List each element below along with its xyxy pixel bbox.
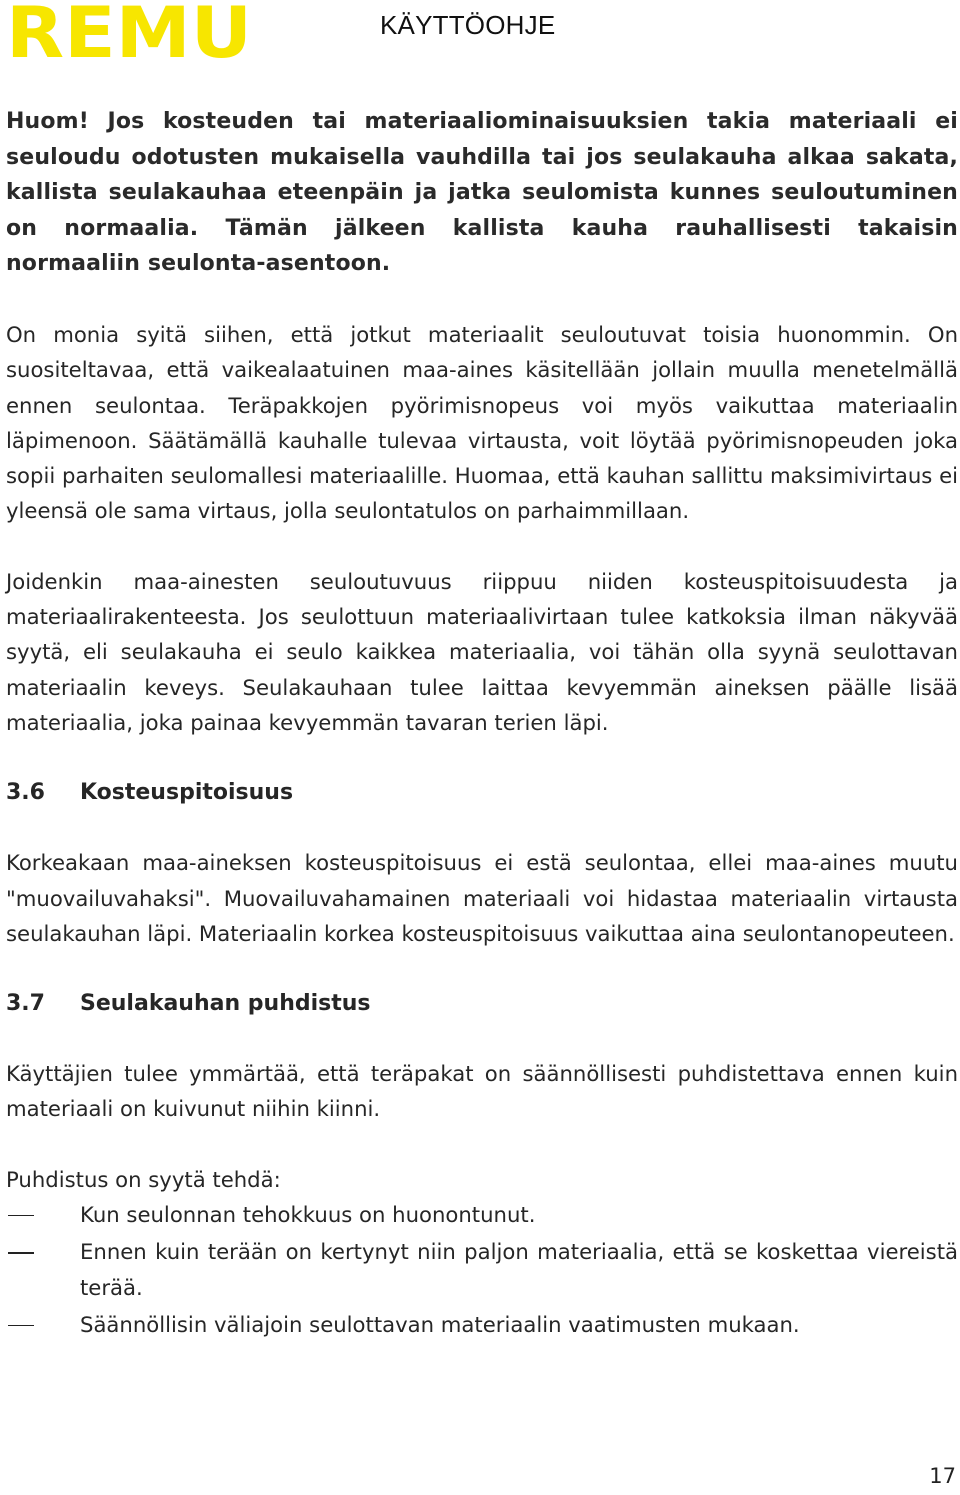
document-body [6, 104, 958, 1344]
page-header [0, 0, 960, 70]
list-item [6, 1197, 958, 1232]
section-number: 3.7 [6, 991, 45, 1017]
paragraph-screening-factors: On monia syitä siihen, että jotkut materiaalit seuloutuvat toisia huonommin. On suositeltavaa, että vaikealaatuinen maa-aines käsitellään jollain muulla menetelmällä ennen seulontaa. Teräpakkojen pyörimisnopeus voi myös vaikuttaa materiaalin läpimenoon. Säätämällä kauhalle tulevaa virtausta, voit löytää pyörimisnopeuden joka sopii parhaiten seulomallesi materiaalille. Huomaa, että kauhan sallittu maksimivirtaus ei yleensä ole sama virtaus, jolla seulontatulos on parhaimmillaan. [6, 321, 958, 524]
section-title: Kosteuspitoisuus [80, 780, 294, 806]
logo-lettering: REMU [6, 0, 252, 62]
paragraph-moisture-content: Korkeakaan maa-aineksen kosteuspitoisuus ei estä seulontaa, ellei maa-aines muutu "muovailuvahaksi". Muovailuvahamainen materiaali voi hidastaa materiaalin virtausta seulakauhan läpi. Materiaalin korkea kosteuspitoisuus vaikuttaa aina seulontanopeuteen. [6, 850, 958, 946]
paragraph-moisture-structure: Joidenkin maa-ainesten seuloutuvuus riippuu niiden kosteuspitoisuudesta ja materiaalirakenteesta. Jos seulottuun materiaalivirtaan tulee katkoksia ilman näkyvää syytä, eli seulakauha ei seulo kaikkea materiaalia, voi tähän olla syynä seulottavan materiaalin keveys. Seulakauhaan tulee laittaa kevyemmän aineksen päälle lisää materiaalia, joka painaa kevyemmän tavaran terien läpi. [6, 568, 958, 735]
section-title: Seulakauhan puhdistus [80, 991, 371, 1017]
list-item [6, 1234, 958, 1305]
list-item-text: Ennen kuin terään on kertynyt niin paljon materiaalia, että se koskettaa viereistä terää. [80, 1239, 958, 1300]
section-number: 3.6 [6, 780, 45, 806]
dash-bullet-icon [6, 1234, 80, 1305]
document-title: KÄYTTÖOHJE [380, 10, 556, 40]
dash-bullet-icon [6, 1307, 80, 1342]
list-item-text: Säännöllisin väliajoin seulottavan materiaalin vaatimusten mukaan. [80, 1311, 800, 1337]
note-paragraph: Huom! Jos kosteuden tai materiaaliominaisuuksien takia materiaali ei seuloudu odotusten mukaisella vauhdilla tai jos seulakauha alkaa sakata, kallista seulakauhaa eteenpäin ja jatka seulomista kunnes seuloutuminen on normaalia. Tämän jälkeen kallista kauha rauhallisesti takaisin normaaliin seulonta-asentoon. [6, 109, 958, 277]
page-number: 17 [929, 1464, 956, 1488]
remu-logo [4, 0, 254, 62]
section-heading-3-7 [6, 986, 958, 1021]
list-item [6, 1307, 958, 1342]
section-heading-3-6 [6, 775, 958, 810]
cleaning-list [6, 1197, 958, 1342]
paragraph-cleaning-intro: Käyttäjien tulee ymmärtää, että teräpakat on säännöllisesti puhdistettava ennen kuin materiaali on kuivunut niihin kiinni. [6, 1061, 958, 1122]
list-item-text: Kun seulonnan tehokkuus on huonontunut. [80, 1202, 536, 1228]
dash-bullet-icon [6, 1197, 80, 1232]
list-intro: Puhdistus on syytä tehdä: [6, 1166, 281, 1192]
